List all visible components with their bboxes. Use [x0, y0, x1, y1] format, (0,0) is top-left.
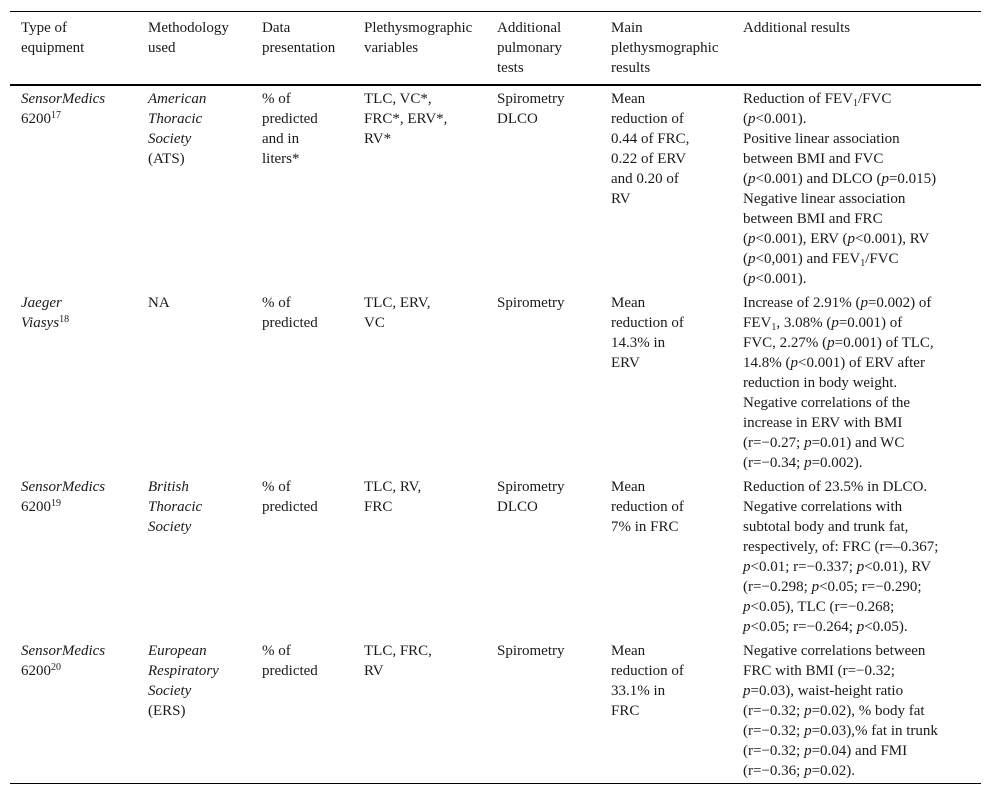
column-header-line: Main — [611, 20, 643, 36]
main-results-line: 0.44 of FRC, — [611, 131, 690, 147]
table-row — [10, 639, 981, 784]
column-header-line: presentation — [262, 40, 336, 56]
column-header-line: equipment — [21, 40, 85, 56]
methodology-cell — [137, 475, 251, 639]
text-segment: =0.002) of — [867, 295, 932, 311]
main-results-cell — [600, 475, 732, 639]
text-segment: ( — [743, 271, 748, 287]
additional-results-line — [743, 761, 973, 781]
p-symbol: p — [790, 355, 798, 371]
p-symbol: p — [748, 111, 756, 127]
p-symbol: p — [827, 335, 835, 351]
additional-results-line — [743, 313, 973, 333]
main-results-line: 7% in FRC — [611, 519, 679, 535]
p-symbol: p — [856, 559, 865, 575]
presentation-line: predicted — [262, 499, 318, 515]
additional-results-line — [743, 129, 973, 149]
equipment-model: 6200 — [21, 499, 51, 515]
main-results-line: 0.22 of ERV — [611, 151, 687, 167]
additional-results-line — [743, 169, 973, 189]
main-results-cell — [600, 85, 732, 291]
text-segment: Increase of 2.91% ( — [743, 295, 861, 311]
text-segment: (r=−0.27; — [743, 435, 805, 451]
presentation-line: liters* — [262, 151, 300, 167]
variables-line: VC — [364, 315, 385, 331]
text-segment: FRC with BMI (r=−0.32; — [743, 663, 895, 679]
text-segment: ( — [743, 251, 748, 267]
main-results-cell — [600, 291, 732, 475]
presentation-cell — [251, 475, 353, 639]
additional-results-line — [743, 393, 973, 413]
column-header — [600, 12, 732, 86]
p-symbol: p — [748, 251, 756, 267]
table-body — [10, 85, 981, 784]
presentation-line: % of — [262, 295, 291, 311]
text-segment: Negative correlations with — [743, 499, 903, 515]
p-symbol: p — [804, 703, 812, 719]
tests-cell — [486, 475, 600, 639]
text-segment: Negative correlations between — [743, 643, 926, 659]
presentation-line: predicted — [262, 111, 318, 127]
p-symbol: p — [743, 683, 751, 699]
main-results-line: reduction of — [611, 315, 684, 331]
text-segment: (r=−0.34; — [743, 455, 805, 471]
text-segment: <0.001), RV — [854, 231, 930, 247]
text-segment: , 3.08% ( — [776, 315, 832, 331]
equipment-name: SensorMedics — [21, 91, 106, 107]
main-results-line: Mean — [611, 479, 646, 495]
column-header-line: used — [148, 40, 176, 56]
methodology-line: Society — [148, 683, 192, 699]
column-header — [137, 12, 251, 86]
column-header-line: results — [611, 60, 651, 76]
column-header-line: variables — [364, 40, 419, 56]
equipment-model-line — [21, 497, 129, 517]
methodology-line: Society — [148, 519, 192, 535]
text-segment: <0.05; r=−0.264; — [750, 619, 857, 635]
column-header-line: Type of — [21, 20, 68, 36]
p-symbol: p — [743, 619, 751, 635]
text-segment: (r=−0.36; — [743, 763, 805, 779]
presentation-line: predicted — [262, 663, 318, 679]
p-symbol: p — [811, 579, 820, 595]
subscript: 1 — [860, 258, 866, 269]
presentation-cell — [251, 639, 353, 784]
variables-line: TLC, ERV, — [364, 295, 431, 311]
table-row — [10, 475, 981, 639]
text-segment: ( — [743, 111, 748, 127]
equipment-name: SensorMedics — [21, 479, 106, 495]
equipment-model-line — [21, 313, 129, 333]
equipment-name: Jaeger — [21, 295, 62, 311]
text-segment: increase in ERV with BMI — [743, 415, 903, 431]
p-symbol: p — [804, 455, 812, 471]
text-segment: (r=−0.32; — [743, 743, 805, 759]
plethysmography-table — [10, 11, 981, 784]
p-symbol: p — [743, 559, 751, 575]
text-segment: Reduction of 23.5% in DLCO. — [743, 479, 928, 495]
methodology-line: Thoracic — [148, 499, 203, 515]
additional-results-line — [743, 617, 973, 637]
methodology-line: British — [148, 479, 189, 495]
text-segment: between BMI and FVC — [743, 151, 884, 167]
text-segment: =0.03),% fat in trunk — [811, 723, 938, 739]
additional-results-line — [743, 373, 973, 393]
presentation-line: % of — [262, 479, 291, 495]
table-header — [10, 12, 981, 86]
column-header — [732, 12, 981, 86]
p-symbol: p — [831, 315, 839, 331]
methodology-cell — [137, 85, 251, 291]
tests-cell — [486, 85, 600, 291]
variables-line: RV — [364, 663, 384, 679]
text-segment: 14.8% ( — [743, 355, 791, 371]
variables-cell — [353, 85, 486, 291]
presentation-cell — [251, 85, 353, 291]
methodology-line: European — [148, 643, 207, 659]
additional-results-line — [743, 681, 973, 701]
additional-results-line — [743, 249, 973, 269]
text-segment: =0.03), waist-height ratio — [750, 683, 904, 699]
text-segment: subtotal body and trunk fat, — [743, 519, 909, 535]
presentation-line: and in — [262, 131, 300, 147]
equipment-model: Viasys — [21, 315, 60, 331]
variables-line: FRC*, ERV*, — [364, 111, 448, 127]
main-results-line: and 0.20 of — [611, 171, 679, 187]
additional-results-line — [743, 721, 973, 741]
reference-number: 18 — [59, 314, 70, 325]
text-segment: ( — [743, 231, 748, 247]
p-symbol: p — [847, 231, 855, 247]
text-segment: ( — [743, 171, 748, 187]
text-segment: <0.05), TLC (r=−0.268; — [750, 599, 895, 615]
presentation-cell — [251, 291, 353, 475]
variables-cell — [353, 291, 486, 475]
p-symbol: p — [748, 171, 756, 187]
text-segment: /FVC — [858, 91, 892, 107]
methodology-cell — [137, 639, 251, 784]
tests-line: Spirometry — [497, 295, 565, 311]
additional-results-line — [743, 577, 973, 597]
equipment-model: 6200 — [21, 663, 51, 679]
text-segment: <0.001), ERV ( — [755, 231, 848, 247]
main-results-line: Mean — [611, 643, 646, 659]
tests-line: Spirometry — [497, 479, 565, 495]
column-header — [251, 12, 353, 86]
tests-line: DLCO — [497, 499, 538, 515]
text-segment: =0.001) of — [838, 315, 903, 331]
column-header-line: Additional — [497, 20, 562, 36]
tests-line: Spirometry — [497, 91, 565, 107]
text-segment: <0.001) of ERV after — [798, 355, 925, 371]
main-results-line: Mean — [611, 295, 646, 311]
additional-results-cell — [732, 85, 981, 291]
equipment-cell — [10, 639, 137, 784]
column-header-line: Methodology — [148, 20, 229, 36]
text-segment: FEV — [743, 315, 772, 331]
additional-results-cell — [732, 639, 981, 784]
table-container — [10, 11, 981, 784]
main-results-line: Mean — [611, 91, 646, 107]
equipment-model-line — [21, 109, 129, 129]
column-header-line: tests — [497, 60, 524, 76]
additional-results-line — [743, 517, 973, 537]
text-segment: Negative correlations of the — [743, 395, 911, 411]
text-segment: <0.001) and DLCO ( — [755, 171, 882, 187]
text-segment: <0.001). — [755, 271, 807, 287]
additional-results-line — [743, 661, 973, 681]
additional-results-line — [743, 597, 973, 617]
p-symbol: p — [804, 723, 812, 739]
additional-results-line — [743, 149, 973, 169]
subscript: 1 — [771, 322, 777, 333]
text-segment: <0.01), RV — [864, 559, 932, 575]
main-results-cell — [600, 639, 732, 784]
text-segment: Positive linear association — [743, 131, 900, 147]
reference-number: 19 — [51, 498, 61, 509]
text-segment: Reduction of FEV — [743, 91, 853, 107]
additional-results-cell — [732, 475, 981, 639]
text-segment: =0.002). — [811, 455, 863, 471]
methodology-line: Society — [148, 131, 192, 147]
text-segment: between BMI and FRC — [743, 211, 883, 227]
text-segment: <0.05; r=−0.290; — [819, 579, 922, 595]
reference-number: 20 — [51, 662, 61, 673]
text-segment: <0,001) and FEV — [755, 251, 861, 267]
p-symbol: p — [881, 171, 889, 187]
additional-results-line — [743, 293, 973, 313]
methodology-cell — [137, 291, 251, 475]
main-results-line: ERV — [611, 355, 640, 371]
additional-results-line — [743, 229, 973, 249]
variables-line: TLC, FRC, — [364, 643, 432, 659]
additional-results-line — [743, 433, 973, 453]
subscript: 1 — [853, 98, 858, 109]
column-header — [486, 12, 600, 86]
additional-results-line — [743, 641, 973, 661]
text-segment: (r=−0.298; — [743, 579, 812, 595]
column-header — [353, 12, 486, 86]
additional-results-line — [743, 413, 973, 433]
p-symbol: p — [804, 435, 812, 451]
additional-results-line — [743, 353, 973, 373]
additional-results-line — [743, 557, 973, 577]
variables-line: FRC — [364, 499, 393, 515]
additional-results-line — [743, 701, 973, 721]
p-symbol: p — [743, 599, 751, 615]
text-segment: FVC, 2.27% ( — [743, 335, 828, 351]
text-segment: =0.02). — [811, 763, 856, 779]
p-symbol: p — [860, 295, 868, 311]
additional-results-line — [743, 477, 973, 497]
methodology-line: Respiratory — [148, 663, 219, 679]
main-results-line: RV — [611, 191, 631, 207]
additional-results-line — [743, 209, 973, 229]
text-segment: /FVC — [865, 251, 899, 267]
text-segment: respectively, of: FRC (r=–0.367; — [743, 539, 939, 555]
additional-results-line — [743, 189, 973, 209]
equipment-model: 6200 — [21, 111, 51, 127]
reference-number: 17 — [51, 110, 61, 121]
main-results-line: reduction of — [611, 111, 684, 127]
text-segment: =0.04) and FMI — [811, 743, 908, 759]
text-segment: <0.001). — [755, 111, 807, 127]
table-row — [10, 85, 981, 291]
text-segment: Negative linear association — [743, 191, 906, 207]
methodology-line: Thoracic — [148, 111, 203, 127]
additional-results-line — [743, 89, 973, 109]
p-symbol: p — [804, 763, 812, 779]
tests-cell — [486, 639, 600, 784]
p-symbol: p — [748, 271, 756, 287]
column-header-line: Additional results — [743, 20, 851, 36]
text-segment: (r=−0.32; — [743, 723, 805, 739]
p-symbol: p — [748, 231, 756, 247]
text-segment: (r=−0.32; — [743, 703, 805, 719]
presentation-line: predicted — [262, 315, 318, 331]
main-results-line: 33.1% in — [611, 683, 666, 699]
variables-cell — [353, 475, 486, 639]
methodology-line: (ERS) — [148, 703, 186, 719]
additional-results-line — [743, 741, 973, 761]
equipment-name: SensorMedics — [21, 643, 106, 659]
additional-results-line — [743, 453, 973, 473]
main-results-line: FRC — [611, 703, 640, 719]
equipment-cell — [10, 475, 137, 639]
column-header-line: pulmonary — [497, 40, 562, 56]
additional-results-line — [743, 497, 973, 517]
p-symbol: p — [804, 743, 812, 759]
equipment-model-line — [21, 661, 129, 681]
main-results-line: 14.3% in — [611, 335, 666, 351]
additional-results-line — [743, 269, 973, 289]
variables-line: RV* — [364, 131, 392, 147]
main-results-line: reduction of — [611, 499, 684, 515]
text-segment: =0.02), % body fat — [811, 703, 925, 719]
equipment-cell — [10, 85, 137, 291]
main-results-line: reduction of — [611, 663, 684, 679]
variables-cell — [353, 639, 486, 784]
methodology-line: (ATS) — [148, 151, 185, 167]
column-header-line: Data — [262, 20, 291, 36]
column-header-line: Plethysmographic — [364, 20, 473, 36]
methodology-line: American — [148, 91, 207, 107]
additional-results-cell — [732, 291, 981, 475]
text-segment: =0.015) — [888, 171, 937, 187]
text-segment: reduction in body weight. — [743, 375, 898, 391]
column-header — [10, 12, 137, 86]
p-symbol: p — [856, 619, 865, 635]
text-segment: =0.001) of TLC, — [834, 335, 934, 351]
column-header-line: plethysmographic — [611, 40, 719, 56]
additional-results-line — [743, 333, 973, 353]
tests-line: DLCO — [497, 111, 538, 127]
text-segment: <0.05). — [864, 619, 908, 635]
variables-line: TLC, RV, — [364, 479, 422, 495]
header-row — [10, 12, 981, 86]
additional-results-line — [743, 109, 973, 129]
text-segment: <0.01; r=−0.337; — [750, 559, 857, 575]
tests-line: Spirometry — [497, 643, 565, 659]
variables-line: TLC, VC*, — [364, 91, 432, 107]
equipment-cell — [10, 291, 137, 475]
presentation-line: % of — [262, 91, 291, 107]
table-row — [10, 291, 981, 475]
additional-results-line — [743, 537, 973, 557]
text-segment: =0.01) and WC — [811, 435, 905, 451]
methodology-line: NA — [148, 295, 170, 311]
tests-cell — [486, 291, 600, 475]
presentation-line: % of — [262, 643, 291, 659]
